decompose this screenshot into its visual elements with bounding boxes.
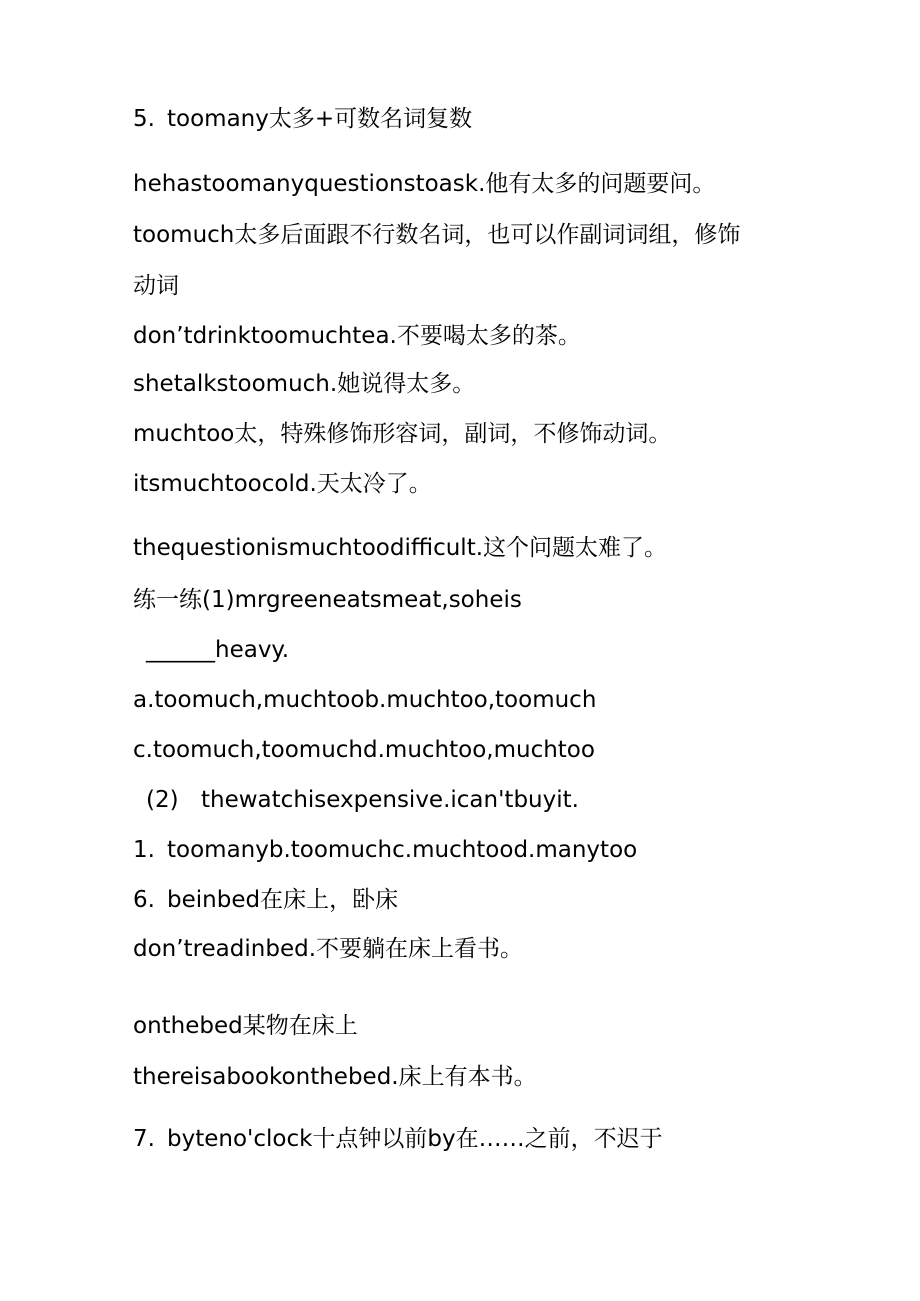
section-text: toomany太多+可数名词复数	[167, 106, 473, 132]
exercise-blank-line: ______heavy.	[146, 637, 290, 663]
exercise-options-ab: a.toomuch,muchtoob.muchtoo,toomuch	[133, 687, 597, 713]
explanation-line: muchtoo太，特殊修饰形容词，副词，不修饰动词。	[133, 421, 672, 447]
section-7-heading	[133, 1124, 663, 1154]
question-text: thewatchisexpensive.ican'tbuyit.	[201, 787, 579, 813]
explanation-line-continued: 动词	[133, 273, 179, 299]
section-number: 6.	[133, 887, 155, 913]
section-text: byteno'clock十点钟以前by在……之前，不迟于	[167, 1126, 663, 1152]
section-5-heading	[133, 104, 472, 134]
example-sentence: don’tdrinktoomuchtea.不要喝太多的茶。	[133, 323, 581, 349]
option-number: 1.	[133, 837, 155, 863]
exercise-options-line	[133, 835, 637, 865]
section-text: beinbed在床上，卧床	[167, 887, 399, 913]
example-sentence: thequestionismuchtoodifficult.这个问题太难了。	[133, 535, 668, 561]
example-sentence: thereisabookonthebed.床上有本书。	[133, 1064, 537, 1090]
explanation-line: onthebed某物在床上	[133, 1013, 358, 1039]
example-sentence: shetalkstoomuch.她说得太多。	[133, 371, 476, 397]
section-number: 7.	[133, 1126, 155, 1152]
section-number: 5.	[133, 106, 155, 132]
option-text: toomanyb.toomuchc.muchtood.manytoo	[167, 837, 638, 863]
example-sentence: don’treadinbed.不要躺在床上看书。	[133, 936, 524, 962]
section-6-heading	[133, 885, 398, 915]
example-sentence: itsmuchtoocold.天太冷了。	[133, 471, 432, 497]
exercise-question-2	[146, 785, 579, 815]
exercise-options-cd: c.toomuch,toomuchd.muchtoo,muchtoo	[133, 737, 595, 763]
explanation-line: toomuch太多后面跟不行数名词，也可以作副词词组，修饰	[133, 222, 741, 248]
example-sentence: hehastoomanyquestionstoask.他有太多的问题要问。	[133, 171, 716, 197]
exercise-question-1: 练一练(1)mrgreeneatsmeat,soheis	[133, 587, 522, 613]
question-number: (2)	[146, 787, 179, 813]
